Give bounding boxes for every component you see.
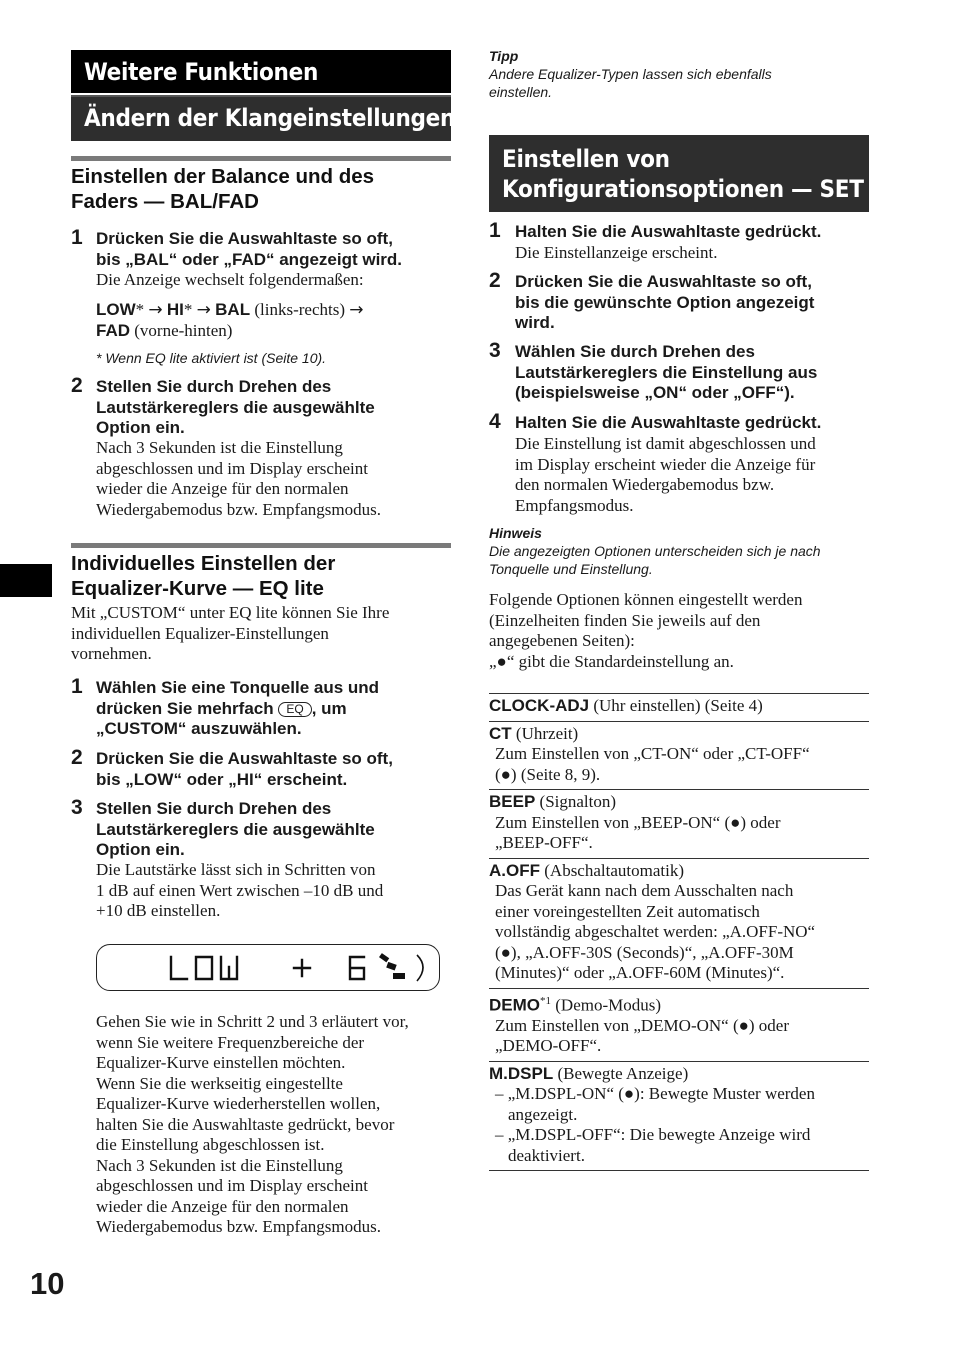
dash-item: – „M.DSPL-ON“ (●): Bewegte Muster werden — [495, 1084, 815, 1104]
set-step-4-body — [515, 434, 816, 516]
option-detail: „DEMO-OFF“. — [495, 1036, 602, 1056]
dash-item-cont: angezeigt. — [508, 1104, 578, 1124]
section-banner-set — [489, 135, 869, 212]
heading-line: Faders — BAL/FAD — [71, 190, 259, 213]
body-line: abgeschlossen und im Display erscheint — [96, 1176, 368, 1195]
option-detail: Das Gerät kann nach dem Ausschalten nach — [495, 881, 794, 900]
step-line: Wählen Sie eine Tonquelle aus und — [96, 678, 380, 697]
lcd-segments — [97, 945, 438, 989]
body-line: wieder die Anzeige für den normalen — [96, 1196, 349, 1216]
heading-line: Einstellen der Balance und des — [71, 165, 375, 188]
step-1-body: Die Anzeige wechselt folgendermaßen: — [96, 270, 364, 289]
option-key: CT — [489, 723, 512, 743]
step-fragment: , um — [311, 698, 347, 718]
step-line — [96, 699, 379, 720]
option-m-dspl — [489, 1061, 869, 1172]
options-table — [489, 693, 869, 1171]
option-ct — [489, 721, 869, 790]
banner-title — [502, 144, 864, 204]
step-line: „CUSTOM“ auszuwählen. — [96, 719, 302, 738]
seq-hi: HI — [166, 300, 184, 319]
seq-fad: FAD — [96, 320, 130, 340]
tip-line: einstellen. — [489, 84, 553, 100]
body-line: Die Lautstärke lässt sich in Schritten von — [96, 860, 376, 879]
option-key: DEMO — [489, 995, 540, 1015]
option-detail: Zum Einstellen von „DEMO-ON“ (●) oder — [495, 1015, 789, 1035]
banner-line: Einstellen von — [502, 145, 670, 173]
step-line: Drücken Sie die Auswahltaste so oft, — [96, 229, 393, 248]
step-number: 1 — [489, 219, 501, 242]
body-line: Wiedergabemodus bzw. Empfangsmodus. — [96, 1217, 381, 1236]
seq-low: LOW — [96, 300, 136, 319]
eq-button-icon: EQ — [278, 702, 311, 717]
option-desc: (Signalton) — [539, 792, 617, 811]
eq-step-1-text — [96, 678, 379, 740]
step-line: Lautstärkereglers die Einstellung aus — [515, 362, 818, 382]
set-step-3-text — [515, 342, 817, 404]
step-number: 2 — [71, 746, 83, 769]
tip-box — [489, 47, 772, 101]
section-rule — [71, 543, 451, 548]
body-line: Gehen Sie wie in Schritt 2 und 3 erläutert vor, — [96, 1012, 409, 1031]
step-line: Option ein. — [96, 840, 185, 859]
body-line: im Display erscheint wieder die Anzeige für — [515, 454, 816, 474]
step-line: bis „LOW“ oder „HI“ erscheint. — [96, 769, 348, 789]
set-step-1-text: Halten Sie die Auswahltaste gedrückt. — [515, 222, 822, 241]
option-detail: (Minutes)“ oder „A.OFF-60M (Minutes)“. — [495, 963, 785, 982]
body-line: individuellen Equalizer-Einstellungen — [71, 623, 329, 643]
lcd-display-illustration — [96, 944, 440, 991]
step-number: 2 — [71, 374, 83, 397]
set-step-1-body: Die Einstellanzeige erscheint. — [515, 243, 718, 262]
page-number: 10 — [30, 1266, 65, 1301]
body-line: angegebenen Seiten): — [489, 631, 635, 650]
option-key: A.OFF — [489, 860, 540, 880]
step-line: bis die gewünschte Option angezeigt — [515, 292, 815, 312]
step-number: 3 — [71, 796, 83, 819]
chapter-tab-marker — [0, 564, 52, 597]
option-detail: vollständig abgeschaltet werden: „A.OFF-NO“ — [495, 922, 816, 941]
tip-line: Andere Equalizer-Typen lassen sich ebenfalls — [489, 66, 772, 82]
body-line: halten Sie die Auswahltaste gedrückt, bevor — [96, 1114, 395, 1134]
body-line: den normalen Wiedergabemodus bzw. — [515, 475, 775, 494]
heading-line: Equalizer-Kurve — EQ lite — [71, 577, 324, 600]
step-number: 4 — [489, 410, 501, 433]
heading-line: Individuelles Einstellen der — [71, 552, 336, 575]
section-rule — [71, 156, 451, 161]
step-line: Wählen Sie durch Drehen des — [515, 342, 755, 361]
option-detail: „BEEP-OFF“. — [495, 833, 593, 852]
option-desc: (Bewegte Anzeige) — [557, 1063, 689, 1083]
footnote-marker: *1 — [540, 994, 551, 1007]
option-a-off — [489, 858, 869, 988]
option-desc: (Uhrzeit) — [515, 723, 579, 743]
display-sequence: LOW* → HI* → BAL (links-rechts) → FAD (vorne-hinten) — [96, 300, 364, 340]
body-line: 1 dB auf einen Wert zwischen –10 dB und — [96, 880, 384, 900]
step-line: wird. — [515, 313, 555, 332]
hint-line: Tonquelle und Einstellung. — [489, 561, 653, 577]
body-line: vornehmen. — [71, 644, 152, 663]
dash-item-cont: deaktiviert. — [508, 1145, 585, 1165]
option-desc: (Uhr einstellen) (Seite 4) — [593, 696, 763, 715]
hint-heading: Hinweis — [489, 525, 542, 541]
section-banner-weitere-funktionen — [71, 50, 451, 93]
seq-bal-note: (links-rechts) — [254, 300, 345, 319]
body-line: Mit „CUSTOM“ unter EQ lite können Sie Ihre — [71, 603, 390, 622]
step-line: (beispielsweise „ON“ oder „OFF“). — [515, 383, 795, 402]
body-line: wenn Sie weitere Frequenzbereiche der — [96, 1032, 365, 1052]
tip-heading: Tipp — [489, 48, 519, 64]
body-line: die Einstellung abgeschlossen ist. — [96, 1135, 325, 1154]
option-detail: (●) (Seite 8, 9). — [495, 764, 601, 784]
body-line: Wiedergabemodus bzw. Empfangsmodus. — [96, 499, 381, 519]
banner-title: Weitere Funktionen — [84, 58, 319, 86]
body-line: (Einzelheiten finden Sie jeweils auf den — [489, 610, 761, 630]
step-number: 1 — [71, 226, 83, 249]
option-detail: einer voreingestellten Zeit automatisch — [495, 901, 760, 921]
option-desc: (Abschaltautomatik) — [544, 860, 684, 880]
footnote: * Wenn EQ lite aktiviert ist (Seite 10). — [96, 350, 327, 366]
option-detail — [489, 1084, 869, 1166]
body-line: „●“ gibt die Standardeinstellung an. — [489, 651, 734, 671]
options-intro — [489, 590, 802, 672]
option-detail: Zum Einstellen von „BEEP-ON“ (●) oder — [495, 812, 781, 832]
option-detail: Zum Einstellen von „CT-ON“ oder „CT-OFF“ — [495, 744, 810, 763]
body-line: Equalizer-Kurve wiederherstellen wollen, — [96, 1094, 381, 1113]
option-desc: (Demo-Modus) — [555, 995, 662, 1015]
step-number: 3 — [489, 339, 501, 362]
step-2-text — [96, 377, 375, 439]
step-number: 2 — [489, 269, 501, 292]
section-banner-klangeinstellungen — [71, 95, 456, 141]
heading-balance-fader — [71, 164, 374, 214]
seq-fad-note: (vorne-hinten) — [134, 320, 233, 340]
step-fragment: drücken Sie mehrfach — [96, 698, 274, 718]
option-key: BEEP — [489, 792, 536, 811]
body-line: abgeschlossen und im Display erscheint — [96, 458, 368, 478]
option-detail: (●), „A.OFF-30S (Seconds)“, „A.OFF-30M — [495, 942, 794, 962]
banner-line: Konfigurationsoptionen — SET — [502, 175, 864, 203]
banner-subtitle: Ändern der Klangeinstellungen — [84, 104, 456, 132]
body-line: Equalizer-Kurve einstellen möchten. — [96, 1053, 346, 1072]
hint-line: Die angezeigten Optionen unterscheiden sich je nach — [489, 543, 821, 559]
option-key: M.DSPL — [489, 1063, 554, 1083]
option-beep — [489, 789, 869, 858]
set-step-2-text — [515, 272, 814, 334]
option-demo — [489, 988, 869, 1061]
option-clock-adj — [489, 693, 869, 721]
body-line: +10 dB einstellen. — [96, 901, 221, 920]
eq-intro — [71, 603, 389, 665]
dash-item: – „M.DSPL-OFF“: Die bewegte Anzeige wird — [495, 1125, 811, 1145]
step-line: Lautstärkereglers die ausgewählte — [96, 397, 375, 417]
step-line: Stellen Sie durch Drehen des — [96, 377, 332, 396]
eq-step-2-text — [96, 749, 393, 790]
eq-step-3-text — [96, 799, 375, 861]
step-2-body — [96, 438, 381, 520]
body-line: Die Einstellung ist damit abgeschlossen und — [515, 434, 816, 453]
body-line: wieder die Anzeige für den normalen — [96, 479, 349, 498]
body-line: Wenn Sie die werkseitig eingestellte — [96, 1073, 343, 1093]
step-line: Stellen Sie durch Drehen des — [96, 799, 332, 818]
step-1-text — [96, 229, 402, 270]
eq-after-text — [96, 1012, 409, 1238]
body-line: Nach 3 Sekunden ist die Einstellung — [96, 1155, 343, 1175]
seq-bal: BAL — [215, 300, 251, 319]
option-key: CLOCK-ADJ — [489, 696, 590, 715]
step-line: Lautstärkereglers die ausgewählte — [96, 819, 375, 839]
step-line: Drücken Sie die Auswahltaste so oft, — [96, 749, 393, 768]
step-line: Option ein. — [96, 418, 185, 437]
hint-box — [489, 524, 821, 578]
heading-eq-lite — [71, 551, 335, 601]
body-line: Nach 3 Sekunden ist die Einstellung — [96, 438, 343, 457]
body-line: Empfangsmodus. — [515, 495, 634, 515]
step-line: bis „BAL“ oder „FAD“ angezeigt wird. — [96, 249, 403, 269]
eq-step-3-body — [96, 860, 383, 922]
step-number: 1 — [71, 675, 83, 698]
set-step-4-text: Halten Sie die Auswahltaste gedrückt. — [515, 413, 822, 432]
step-line: Drücken Sie die Auswahltaste so oft, — [515, 272, 812, 291]
body-line: Folgende Optionen können eingestellt werden — [489, 590, 803, 609]
